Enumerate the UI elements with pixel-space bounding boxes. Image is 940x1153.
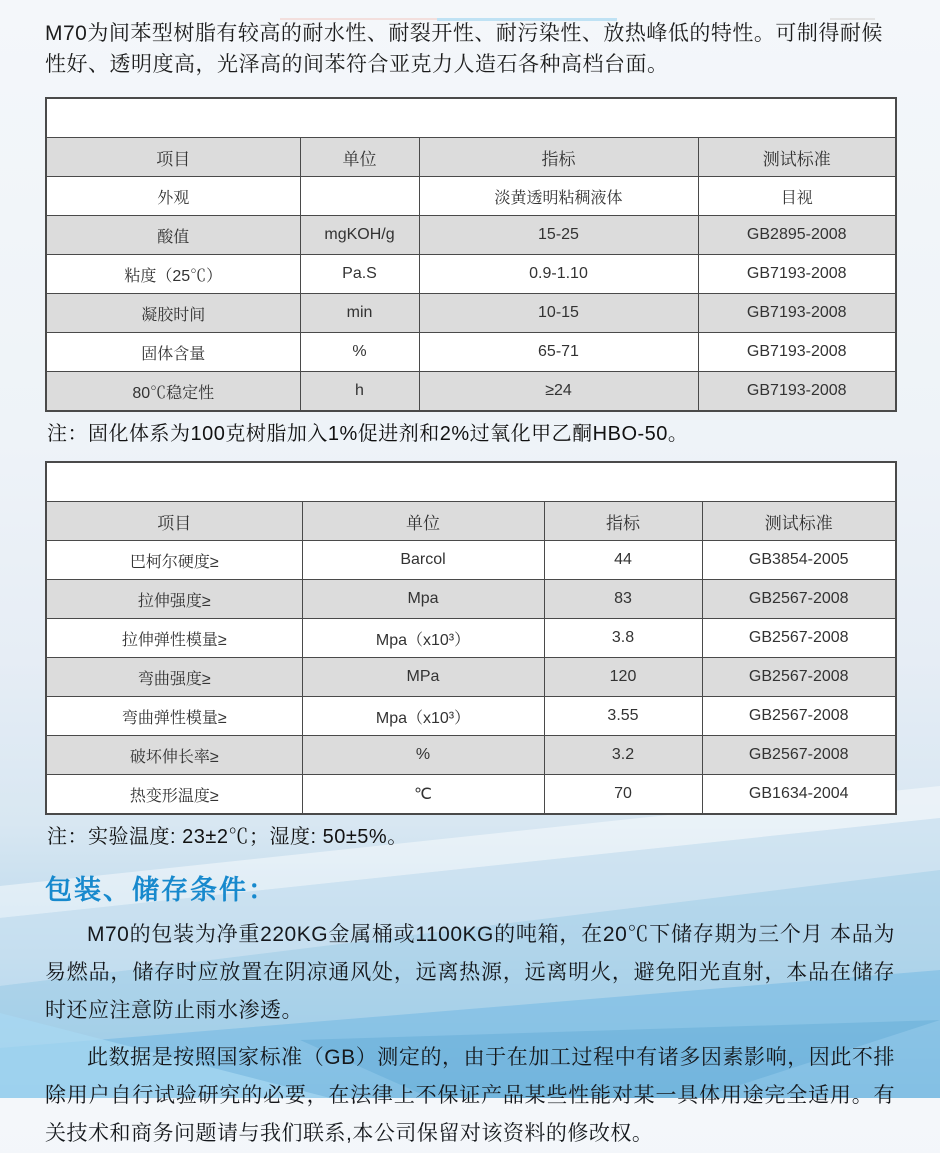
table-cell	[300, 177, 419, 216]
intro-text: M70为间苯型树脂有较高的耐水性、耐裂开性、耐污染性、放热峰低的特性。可制得耐候性好、透明度高，光泽高的间苯符合亚克力人造石各种高档台面。	[45, 22, 883, 76]
table-header-row	[46, 138, 896, 177]
table-cell: h	[300, 372, 419, 412]
table-title-row	[46, 98, 896, 138]
table-cell: %	[302, 736, 544, 775]
table-cell: GB7193-2008	[698, 294, 896, 333]
table-cell: 120	[544, 658, 702, 697]
table-cell: 淡黄透明粘稠液体	[419, 177, 698, 216]
table-title: 液体树脂技术指标	[46, 98, 896, 138]
table-cell: 弯曲强度≥	[46, 658, 302, 697]
table-cell: 70	[544, 775, 702, 815]
table-cell: 15-25	[419, 216, 698, 255]
table-cell: 凝胶时间	[46, 294, 300, 333]
disclaimer-paragraph: 此数据是按照国家标准（GB）测定的，由于在加工过程中有诸多因素影响，因此不排除用户自行试验研究的必要，在法律上不保证产品某些性能对某一具体用途完全适用。有关技术和商务问题请与我们联系,本公司保留对该资料的修改权。	[45, 1046, 895, 1145]
note-curing-system: 注：固化体系为100克树脂加入1%促进剂和2%过氧化甲乙酮HBO-50。	[47, 423, 689, 445]
table-cell: 83	[544, 580, 702, 619]
table-row	[46, 294, 896, 333]
table-cell: Mpa（x10³）	[302, 697, 544, 736]
table-cell: 80℃稳定性	[46, 372, 300, 412]
table-cell: 固体含量	[46, 333, 300, 372]
packaging-storage-paragraph: M70的包装为净重220KG金属桶或1100KG的吨箱，在20℃下储存期为三个月 本品为易燃品，储存时应放置在阴凉通风处，远离热源，远离明火，避免阳光直射，本品在储存时还应注意防止雨水渗透。	[45, 923, 895, 1022]
column-header: 指标	[544, 502, 702, 541]
content	[0, 18, 940, 1153]
table-cell: ℃	[302, 775, 544, 815]
table-cell: 0.9-1.10	[419, 255, 698, 294]
table-cell: %	[300, 333, 419, 372]
table-cell: GB7193-2008	[698, 372, 896, 412]
table-cell: 3.55	[544, 697, 702, 736]
table-row	[46, 216, 896, 255]
table-title-row	[46, 462, 896, 502]
table-cell: 破坏伸长率≥	[46, 736, 302, 775]
table-header-row	[46, 502, 896, 541]
table-cell: GB7193-2008	[698, 333, 896, 372]
column-header: 指标	[419, 138, 698, 177]
column-header: 项目	[46, 138, 300, 177]
table-cell: 外观	[46, 177, 300, 216]
liquid-resin-table	[45, 97, 897, 412]
column-header: 单位	[300, 138, 419, 177]
table-row	[46, 580, 896, 619]
table-cell: 热变形温度≥	[46, 775, 302, 815]
table-cell: min	[300, 294, 419, 333]
table-cell: GB3854-2005	[702, 541, 896, 580]
table-cell: GB2567-2008	[702, 619, 896, 658]
table-title: 树脂浇铸体性能指标	[46, 462, 896, 502]
column-header: 测试标准	[698, 138, 896, 177]
page	[0, 18, 940, 1145]
table-cell: 酸值	[46, 216, 300, 255]
column-header: 测试标准	[702, 502, 896, 541]
table-cell: 3.8	[544, 619, 702, 658]
table-row	[46, 177, 896, 216]
table-cell: 巴柯尔硬度≥	[46, 541, 302, 580]
table-cell: 65-71	[419, 333, 698, 372]
table-row	[46, 658, 896, 697]
table-row	[46, 372, 896, 412]
table-cell: mgKOH/g	[300, 216, 419, 255]
table-cell: Pa.S	[300, 255, 419, 294]
table-cell: GB7193-2008	[698, 255, 896, 294]
table-cell: 10-15	[419, 294, 698, 333]
table-cell: 拉伸弹性模量≥	[46, 619, 302, 658]
column-header: 项目	[46, 502, 302, 541]
table-cell: GB2567-2008	[702, 736, 896, 775]
liquid-resin-table-section	[45, 97, 895, 412]
note-test-conditions: 注：实验温度: 23±2℃；湿度: 50±5%。	[47, 826, 408, 848]
table-row	[46, 333, 896, 372]
table-cell: Mpa	[302, 580, 544, 619]
table-cell: ≥24	[419, 372, 698, 412]
table-cell: 拉伸强度≥	[46, 580, 302, 619]
table-cell: 44	[544, 541, 702, 580]
casting-performance-table-section	[45, 461, 895, 815]
table-row	[46, 775, 896, 815]
table-cell: GB2567-2008	[702, 658, 896, 697]
table-cell: GB1634-2004	[702, 775, 896, 815]
table-cell: 粘度（25℃）	[46, 255, 300, 294]
table-row	[46, 255, 896, 294]
table-row	[46, 736, 896, 775]
table-cell: Barcol	[302, 541, 544, 580]
casting-performance-table	[45, 461, 897, 815]
table-row	[46, 619, 896, 658]
table-cell: GB2567-2008	[702, 697, 896, 736]
table-cell: GB2895-2008	[698, 216, 896, 255]
table-cell: GB2567-2008	[702, 580, 896, 619]
table-cell: MPa	[302, 658, 544, 697]
table-row	[46, 541, 896, 580]
table-cell: Mpa（x10³）	[302, 619, 544, 658]
table-cell: 目视	[698, 177, 896, 216]
column-header: 单位	[302, 502, 544, 541]
table-cell: 弯曲弹性模量≥	[46, 697, 302, 736]
section-heading-packaging-storage: 包装、储存条件：	[45, 875, 277, 905]
table-row	[46, 697, 896, 736]
table-cell: 3.2	[544, 736, 702, 775]
